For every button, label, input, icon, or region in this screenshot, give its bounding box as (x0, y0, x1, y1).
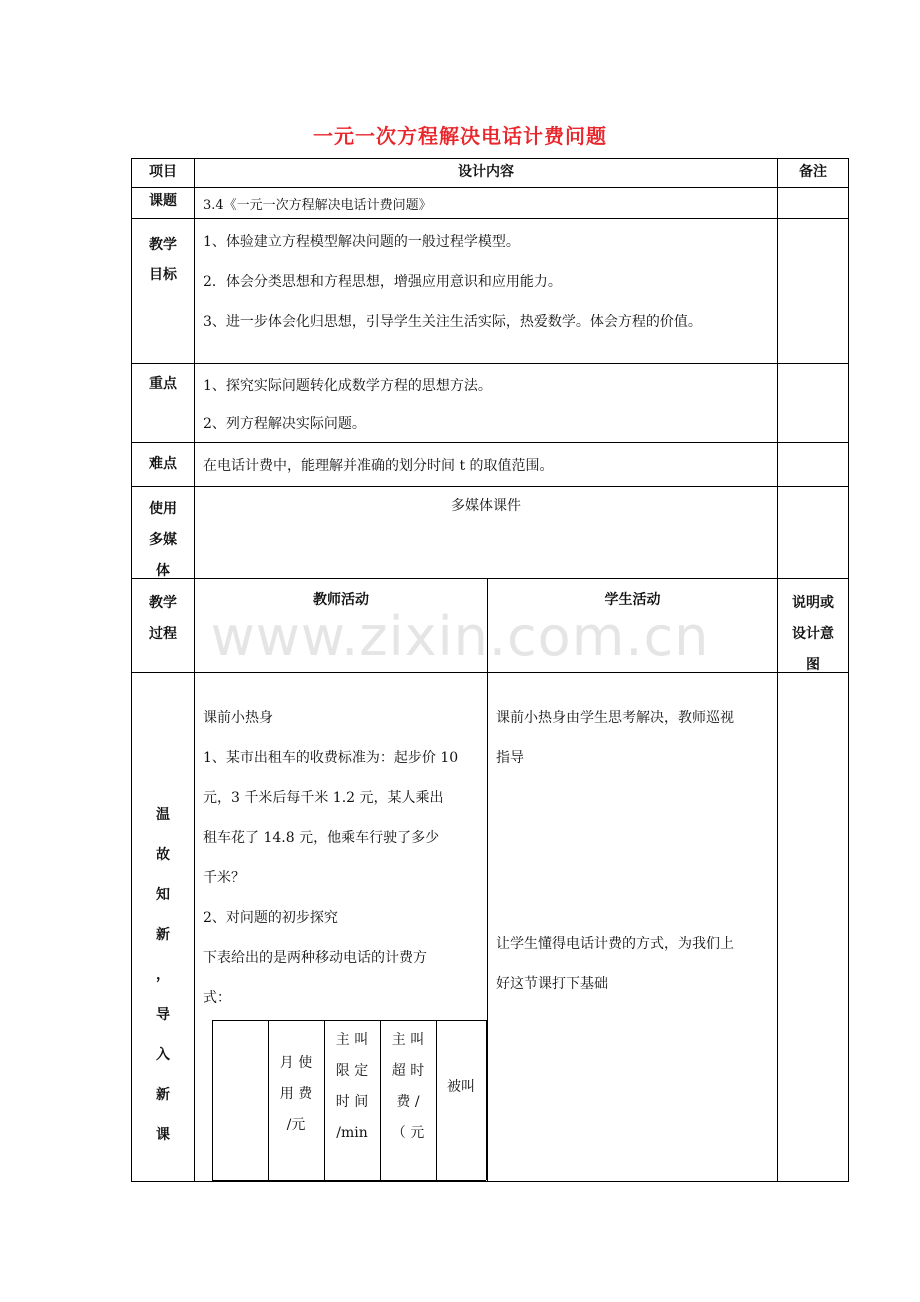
table-border (131, 672, 849, 673)
fee-overtime-header: 主 叫 超 时 费 / （ 元 (391, 1032, 425, 1141)
topic-label: 课题 (149, 193, 177, 209)
fee-table-border (212, 1180, 486, 1182)
table-border (131, 363, 849, 364)
section-label: 温 故 知 新 ， 导 入 新 课 (156, 807, 170, 1143)
table-border (487, 578, 488, 1181)
process-label: 教学 过程 (149, 595, 177, 642)
media-label: 使用 多媒 体 (149, 501, 177, 579)
table-border (131, 218, 849, 219)
key-point-item: 2、列方程解决实际问题。 (203, 416, 366, 432)
design-note-header: 说明或 设计意 图 (792, 595, 834, 673)
topic-content: 3.4《一元一次方程解决电话计费问题》 (203, 198, 432, 213)
media-content: 多媒体课件 (451, 498, 521, 514)
fee-table-border (212, 1020, 213, 1180)
student-line: 指导 (496, 750, 524, 766)
teacher-line: 下表给出的是两种移动电话的计费方 (203, 950, 427, 966)
student-line: 课前小热身由学生思考解决，教师巡视 (496, 710, 734, 726)
table-border (131, 486, 849, 487)
key-point-item: 1、探究实际问题转化成数学方程的思想方法。 (203, 378, 492, 394)
student-activity-header: 学生活动 (604, 592, 661, 608)
teacher-line: 1、某市出租车的收费标准为：起步价 10 (203, 750, 459, 766)
table-border (131, 578, 849, 579)
watermark: www.zixin.com.cn (210, 605, 710, 668)
teacher-activity-header: 教师活动 (313, 592, 369, 608)
fee-table-border (486, 1020, 487, 1180)
teacher-line: 租车花了 14.8 元，他乘车行驶了多少 (203, 830, 440, 846)
teacher-line: 课前小热身 (203, 710, 273, 726)
table-border (194, 158, 195, 1181)
student-line: 让学生懂得电话计费的方式，为我们上 (496, 936, 734, 952)
teacher-line: 元，3 千米后每千米 1.2 元，某人乘出 (203, 790, 444, 806)
table-border (131, 187, 849, 188)
fee-called-header: 被叫 (447, 1079, 475, 1095)
teacher-line: 式： (203, 990, 231, 1006)
key-points-label: 重点 (149, 376, 177, 392)
student-line: 好这节课打下基础 (496, 976, 608, 992)
goal-item: 1、体验建立方程模型解决问题的一般过程学模型。 (203, 234, 520, 250)
goals-label: 教学 目标 (149, 237, 177, 283)
header-note: 备注 (799, 164, 827, 180)
difficulty-content: 在电话计费中，能理解并准确的划分时间 t 的取值范围。 (203, 458, 554, 474)
fee-table-border (212, 1020, 486, 1021)
fee-monthly-header: 月 使 用 费 /元 (279, 1055, 313, 1133)
header-content: 设计内容 (458, 164, 514, 180)
difficulty-label: 难点 (149, 456, 177, 472)
fee-call-limit-header: 主 叫 限 定 时 间 /min (335, 1032, 369, 1141)
table-border (131, 442, 849, 443)
header-item: 项目 (149, 164, 177, 180)
goal-item: 2．体会分类思想和方程思想，增强应用意识和应用能力。 (203, 274, 562, 290)
table-border (131, 158, 849, 159)
teacher-line: 千米？ (203, 870, 245, 886)
teacher-line: 2、对问题的初步探究 (203, 910, 338, 926)
goal-item: 3、进一步体会化归思想，引导学生关注生活实际，热爱数学。体会方程的价值。 (203, 314, 702, 330)
document-title: 一元一次方程解决电话计费问题 (313, 124, 607, 148)
